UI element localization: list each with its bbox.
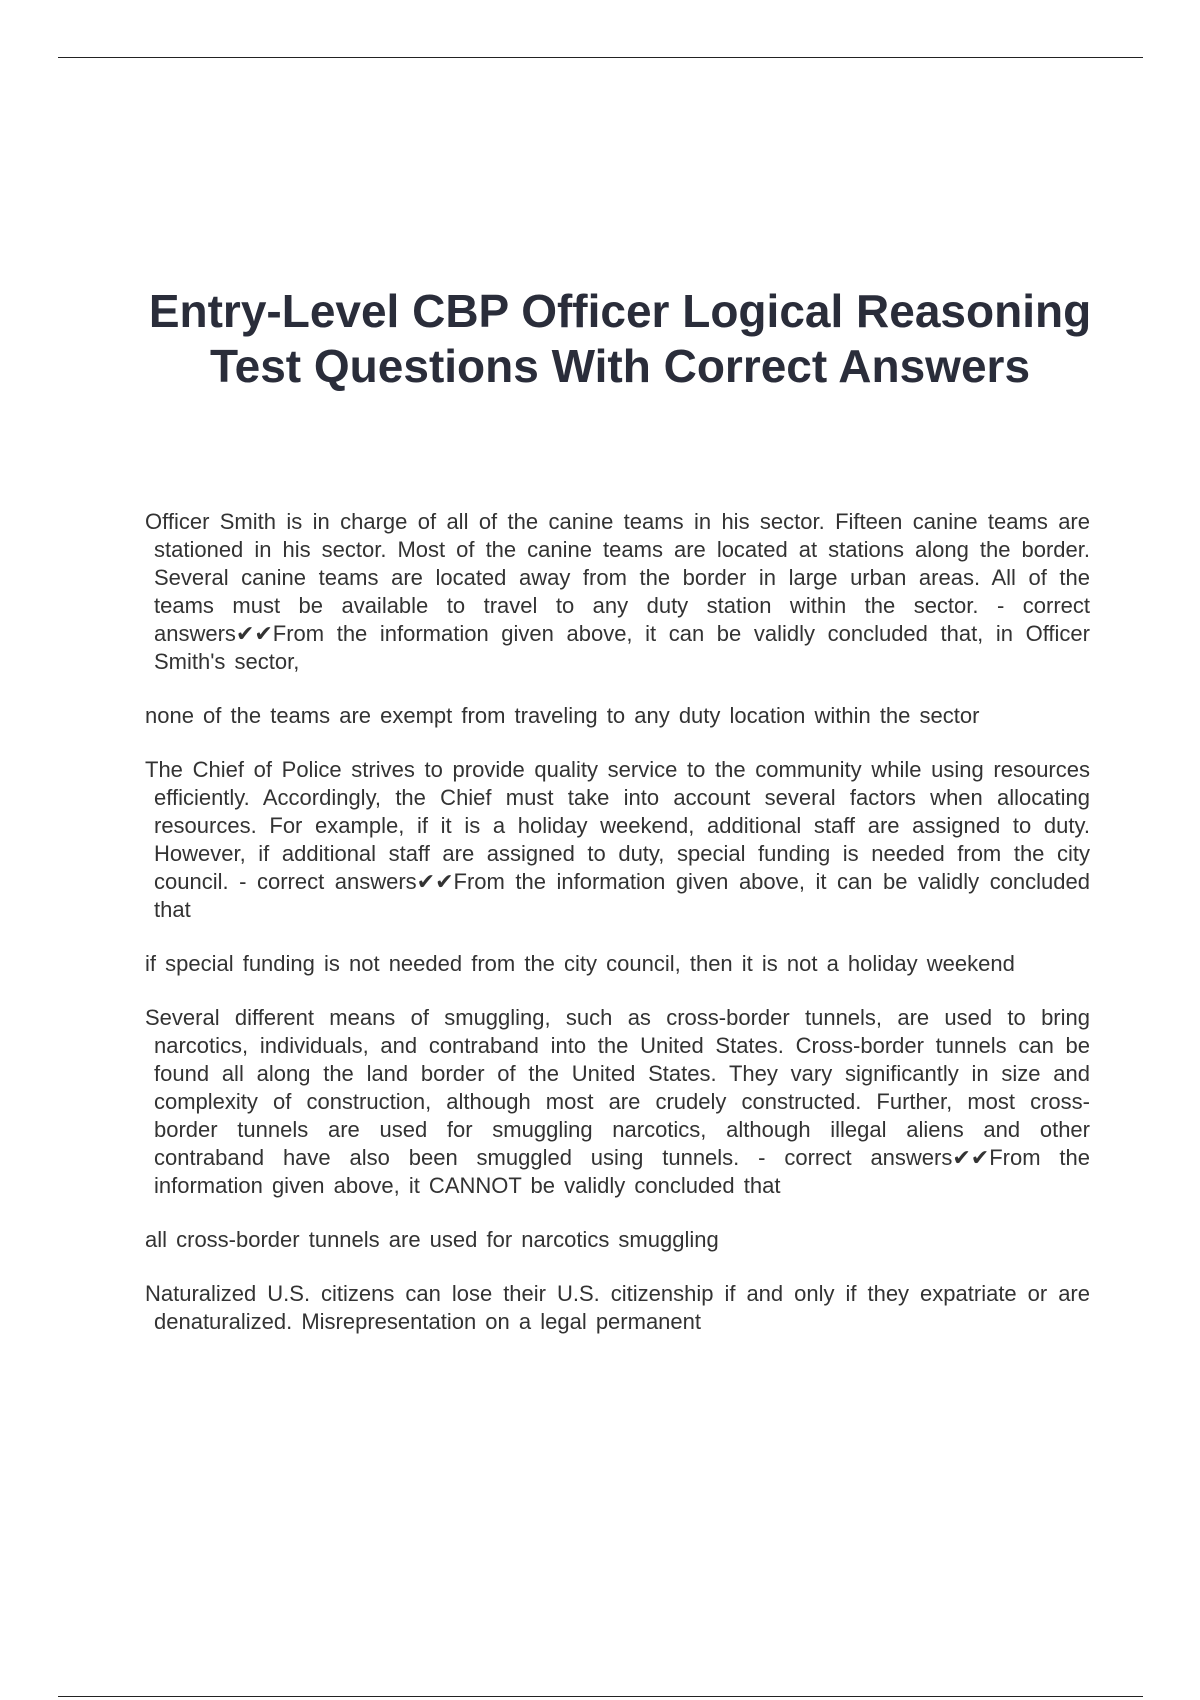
footer-rule bbox=[58, 1696, 1143, 1697]
question-paragraph-1: Officer Smith is in charge of all of the canine teams in his sector. Fifteen canine teams are stationed in his sector. Most of the canine teams are located at stations along the border. Several canine teams are located away from the border in large urban areas. All of the teams must be available to travel to any duty station within the sector. - correct answers✔✔From the information given above, it can be validly concluded that, in Officer Smith's sector, bbox=[145, 509, 1090, 674]
header-rule bbox=[58, 57, 1143, 58]
document-body bbox=[145, 508, 1090, 1362]
answer-paragraph-3: all cross-border tunnels are used for narcotics smuggling bbox=[145, 1227, 719, 1252]
answer-paragraph-1: none of the teams are exempt from traveling to any duty location within the sector bbox=[145, 703, 980, 728]
question-paragraph-2: The Chief of Police strives to provide quality service to the community while using resources efficiently. Accordingly, the Chief must take into account several factors when allocating resources. For example, if it is a holiday weekend, additional staff are assigned to duty. However, if additional staff are assigned to duty, special funding is needed from the city council. - correct answers✔✔From the information given above, it can be validly concluded that bbox=[145, 757, 1090, 922]
document-title: Entry-Level CBP Officer Logical Reasoning Test Questions With Correct Answers bbox=[148, 285, 1092, 392]
question-paragraph-4: Naturalized U.S. citizens can lose their U.S. citizenship if and only if they expatriate or are denaturalized. Misrepresentation on a legal permanent bbox=[145, 1281, 1090, 1334]
answer-paragraph-2: if special funding is not needed from the city council, then it is not a holiday weekend bbox=[145, 951, 1015, 976]
question-paragraph-3: Several different means of smuggling, such as cross-border tunnels, are used to bring narcotics, individuals, and contraband into the United States. Cross-border tunnels can be found all along the land border of the United States. They vary significantly in size and complexity of construction, although most are crudely constructed. Further, most cross-border tunnels are used for smuggling narcotics, although illegal aliens and other contraband have also been smuggled using tunnels. - correct answers✔✔From the information given above, it CANNOT be validly concluded that bbox=[145, 1005, 1090, 1198]
